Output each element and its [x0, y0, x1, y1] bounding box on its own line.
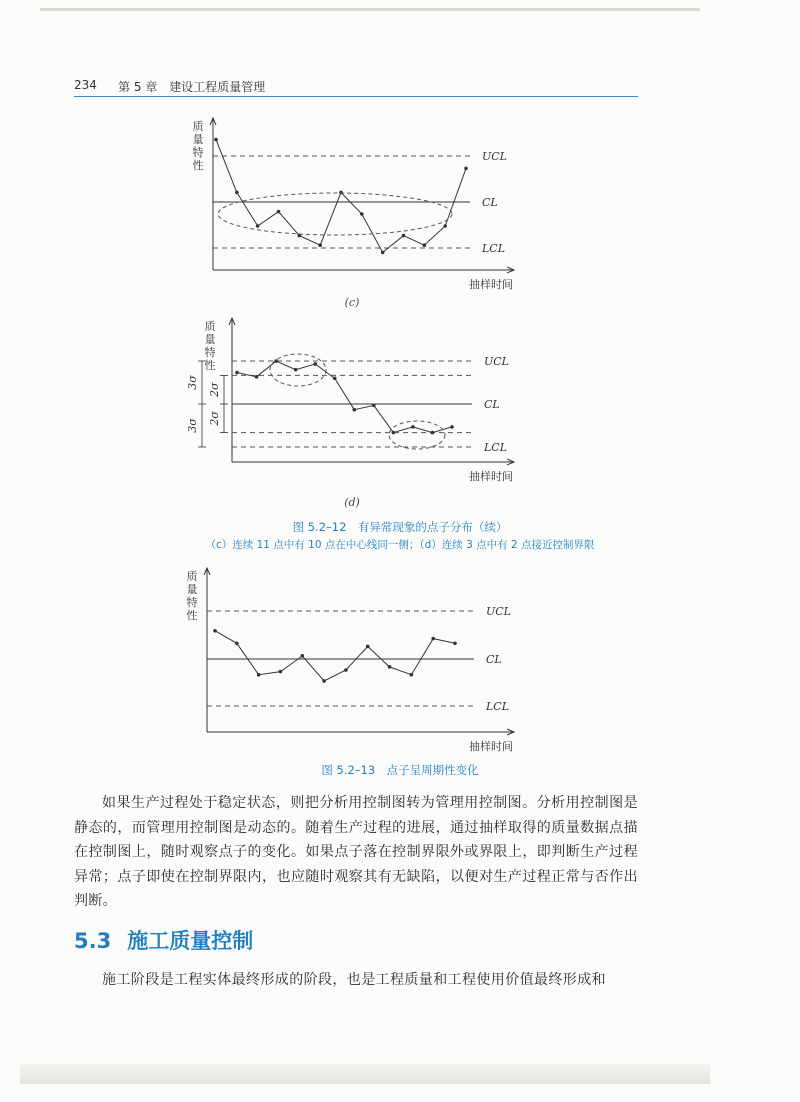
x-axis-label: 抽样时间	[469, 470, 513, 483]
chapter-title: 第 5 章 建设工程质量管理	[118, 80, 266, 94]
data-point	[313, 362, 317, 366]
limit-label-cl: CL	[484, 398, 500, 411]
data-point	[318, 243, 322, 247]
limit-label-cl: CL	[482, 196, 498, 209]
sigma-label: 3σ	[186, 375, 199, 390]
sigma-label: 3σ	[186, 418, 199, 433]
data-point	[410, 673, 414, 677]
data-point	[339, 191, 343, 195]
data-point	[214, 138, 218, 142]
data-point	[464, 167, 468, 171]
section-heading	[74, 925, 253, 955]
data-series-line	[237, 361, 452, 433]
chart-sublabel: (c)	[344, 296, 360, 309]
data-point	[294, 368, 298, 372]
data-point	[322, 679, 326, 683]
section-title: 施工质量控制	[127, 929, 254, 953]
data-point	[360, 212, 364, 216]
data-point	[450, 425, 454, 429]
figure-12-subcaption: （c）连续 11 点中有 10 点在中心线同一侧；（d）连续 3 点中有 2 点接近控制界限	[205, 539, 595, 551]
limit-label-lcl: LCL	[484, 441, 508, 454]
data-series-line	[215, 631, 455, 681]
data-point	[411, 425, 415, 429]
limit-label-ucl: UCL	[484, 355, 509, 368]
data-point	[402, 234, 406, 238]
limit-label-lcl: LCL	[486, 700, 510, 713]
y-axis-label-char: 质	[204, 320, 216, 333]
scan-edge-bottom	[20, 1064, 710, 1084]
data-point	[256, 224, 260, 228]
data-point	[443, 224, 447, 228]
data-point	[277, 210, 281, 214]
data-point	[333, 376, 337, 380]
y-axis-label-char: 性	[204, 359, 216, 372]
y-axis-label-char: 量	[204, 333, 216, 346]
figure-13-caption: 图 5.2–13 点子呈周期性变化	[321, 763, 479, 777]
data-point	[235, 191, 239, 195]
data-point	[381, 251, 385, 255]
y-axis-label-char: 性	[192, 159, 204, 172]
section-number: 5.3	[74, 929, 112, 953]
data-point	[257, 673, 261, 677]
data-point	[352, 408, 356, 412]
sigma-label: 2σ	[208, 411, 221, 426]
y-axis-label-char: 量	[186, 583, 198, 596]
limit-label-ucl: UCL	[482, 150, 507, 163]
y-axis-label-char: 性	[186, 609, 198, 622]
limit-label-lcl: LCL	[482, 242, 506, 255]
annotation-ellipse	[218, 193, 452, 235]
x-axis-label: 抽样时间	[469, 278, 513, 291]
data-point	[235, 371, 239, 375]
data-point	[392, 431, 396, 435]
limit-label-cl: CL	[486, 653, 502, 666]
data-point	[431, 637, 435, 641]
data-point	[255, 375, 259, 379]
data-point	[388, 665, 392, 669]
data-point	[213, 629, 217, 633]
y-axis-label-char: 质	[192, 120, 204, 133]
annotation-ellipse	[270, 354, 326, 386]
data-point	[366, 645, 370, 649]
data-point	[235, 642, 239, 646]
data-series-line	[216, 140, 466, 253]
sigma-label: 2σ	[208, 382, 221, 397]
y-axis-label-char: 质	[186, 570, 198, 583]
page-number: 234	[74, 78, 97, 92]
data-point	[300, 654, 304, 658]
data-point	[453, 642, 457, 646]
y-axis-label-char: 特	[192, 146, 204, 159]
body-paragraph: 如果生产过程处于稳定状态，则把分析用控制图转为管理用控制图。分析用控制图是静态的，而管理用控制图是动态的。随着生产过程的进展，通过抽样取得的质量数据点描在控制图上，随时观察点子的变化。如果点子落在控制界限外或界限上，即判断生产过程异常；点子即使在控制界限内，也应随时观察其有无缺陷，以便对生产过程正常与否作出判断。	[74, 795, 638, 909]
data-point	[423, 243, 427, 247]
y-axis-label-char: 特	[204, 346, 216, 359]
data-point	[279, 670, 283, 674]
body-paragraph-2: 施工阶段是工程实体最终形成的阶段，也是工程质量和工程使用价值最终形成和	[102, 972, 606, 988]
data-point	[431, 431, 435, 435]
chart-sublabel: (d)	[344, 496, 360, 509]
y-axis-label-char: 量	[192, 133, 204, 146]
limit-label-ucl: UCL	[486, 605, 511, 618]
data-point	[372, 404, 376, 408]
data-point	[344, 668, 348, 672]
figure-12-caption: 图 5.2–12 有异常现象的点子分布（续）	[292, 520, 508, 534]
x-axis-label: 抽样时间	[469, 740, 513, 753]
y-axis-label-char: 特	[186, 596, 198, 609]
annotation-ellipse	[389, 421, 445, 449]
